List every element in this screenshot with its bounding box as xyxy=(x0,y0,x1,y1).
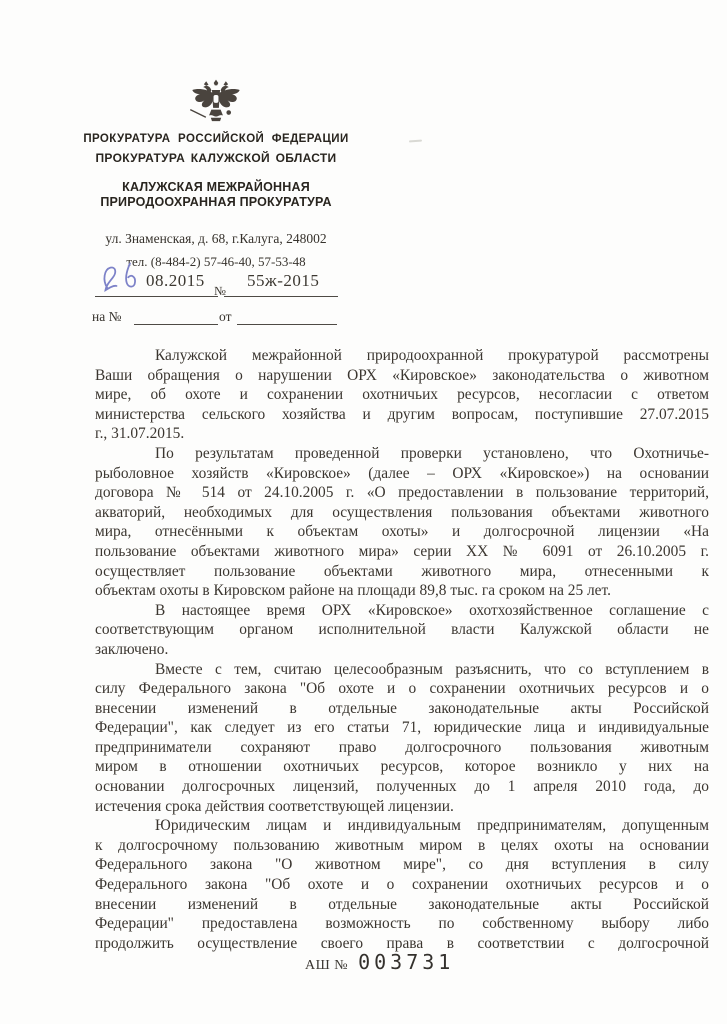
form-number-stamp xyxy=(305,950,454,974)
body-line: Федерального закона "Об охоте и о сохранении охотничьих ресурсов и о xyxy=(95,876,709,894)
handwritten-day xyxy=(97,260,146,297)
body-line: Вместе с тем, считаю целесообразным разъяснить, что со вступлением в xyxy=(155,660,709,678)
body-line: договора № 514 от 24.10.2005 г. «О предоставлении в пользование территорий, xyxy=(95,484,709,502)
reply-number-underline xyxy=(134,324,218,325)
body-line: силу Федерального закона "Об охоте и о сохранении охотничьих ресурсов и о xyxy=(95,680,709,698)
body-line: предприниматели сохраняют право долгосрочного пользования животным xyxy=(95,738,709,756)
body-line: продолжить осуществление своего права в соответствии с долгосрочной xyxy=(95,934,709,952)
body-line: Федерации" предоставлена возможность по собственному выбору либо xyxy=(95,915,709,933)
paragraph xyxy=(95,816,709,953)
number-underline xyxy=(224,296,338,297)
paragraph xyxy=(95,601,709,660)
org-name-prosecutor-line2: ПРИРОДООХРАННАЯ ПРОКУРАТУРА xyxy=(100,195,332,209)
body-line: миром в отношении охотничьих ресурсов, которое возникло у них на xyxy=(95,758,709,776)
body-line: истечения срока действия соответствующей лицензии. xyxy=(95,797,454,815)
org-name-federation: ПРОКУРАТУРА РОССИЙСКОЙ ФЕДЕРАЦИИ xyxy=(83,133,349,145)
reply-reference-from: от xyxy=(219,309,232,324)
body-line: мире, об охоте и сохранении охотничьих ресурсов, несогласии с ответом xyxy=(95,386,709,404)
body-line: министерства сельского хозяйства и другим вопросам, поступившие 27.07.2015 xyxy=(95,405,709,423)
body-line: заключено. xyxy=(95,640,169,658)
body-line: Ваши обращения о нарушении ОРХ «Кировское» законодательства о животном xyxy=(95,366,709,384)
body-line: внесении изменений в отдельные законодательные акты Российской xyxy=(95,895,709,913)
body-line: рыболовное хозяйств «Кировское» (далее – ОРХ «Кировское») на основании xyxy=(95,464,709,482)
body-line: к долгосрочному пользованию животным миром в целях охоты на основании xyxy=(95,836,709,854)
body-line: осуществляет пользование объектами животного мира, отнесенными к xyxy=(95,562,709,580)
org-name-prosecutor-line1: КАЛУЖСКАЯ МЕЖРАЙОННАЯ xyxy=(122,180,310,194)
paragraph xyxy=(95,660,709,817)
body-line: пользование объектами животного мира» серии XX № 6091 от 26.10.2005 г. xyxy=(95,542,709,560)
body-line: объектам охоты в Кировском районе на площади 89,8 тыс. га сроком на 25 лет. xyxy=(95,582,611,600)
outgoing-number: 55ж-2015 xyxy=(247,271,320,290)
body-line: Федерации", как следует из его статьи 71, юридические лица и индивидуальные xyxy=(95,719,709,737)
letter-body xyxy=(95,346,709,953)
body-line: г., 31.07.2015. xyxy=(95,425,185,443)
form-number: 003731 xyxy=(358,950,455,974)
body-line: внесении изменений в отдельные законодательные акты Российской xyxy=(95,699,709,717)
address-line: ул. Знаменская, д. 68, г.Калуга, 248002 xyxy=(105,231,327,246)
reply-date-underline xyxy=(237,324,337,325)
paragraph xyxy=(95,444,709,601)
body-line: мира, отнесёнными к объектам охоты» и долгосрочной лицензии «На xyxy=(95,523,709,541)
coat-of-arms-icon xyxy=(187,79,245,131)
body-line: В настоящее время ОРХ «Кировское» охотхозяйственное соглашение с xyxy=(155,601,709,619)
paragraph xyxy=(95,346,709,444)
body-line: По результатам проведенной проверки установлено, что Охотничье- xyxy=(155,444,709,462)
org-name-region: ПРОКУРАТУРА КАЛУЖСКОЙ ОБЛАСТИ xyxy=(95,151,337,165)
phone-line: тел. (8-484-2) 57-46-40, 57-53-48 xyxy=(126,254,306,269)
form-series: АШ № xyxy=(305,958,349,973)
body-line: соответствующим органом исполнительной власти Калужской области не xyxy=(95,621,709,639)
date-underline xyxy=(95,296,218,297)
body-line: акваторий, необходимых для осуществления пользования объектами животного xyxy=(95,503,709,521)
body-line: Юридическим лицам и индивидуальным предпринимателям, допущенным xyxy=(155,817,709,835)
body-line: Федерального закона "О животном мире", со дня вступления в силу xyxy=(95,856,709,874)
reply-reference-prefix: на № xyxy=(92,309,122,324)
number-sign: № xyxy=(214,284,226,298)
body-line: основании долгосрочных лицензий, полученных до 1 апреля 2010 года, до xyxy=(95,778,709,796)
body-line: Калужской межрайонной природоохранной прокуратурой рассмотрены xyxy=(155,347,709,364)
outgoing-date: 08.2015 xyxy=(146,271,205,290)
